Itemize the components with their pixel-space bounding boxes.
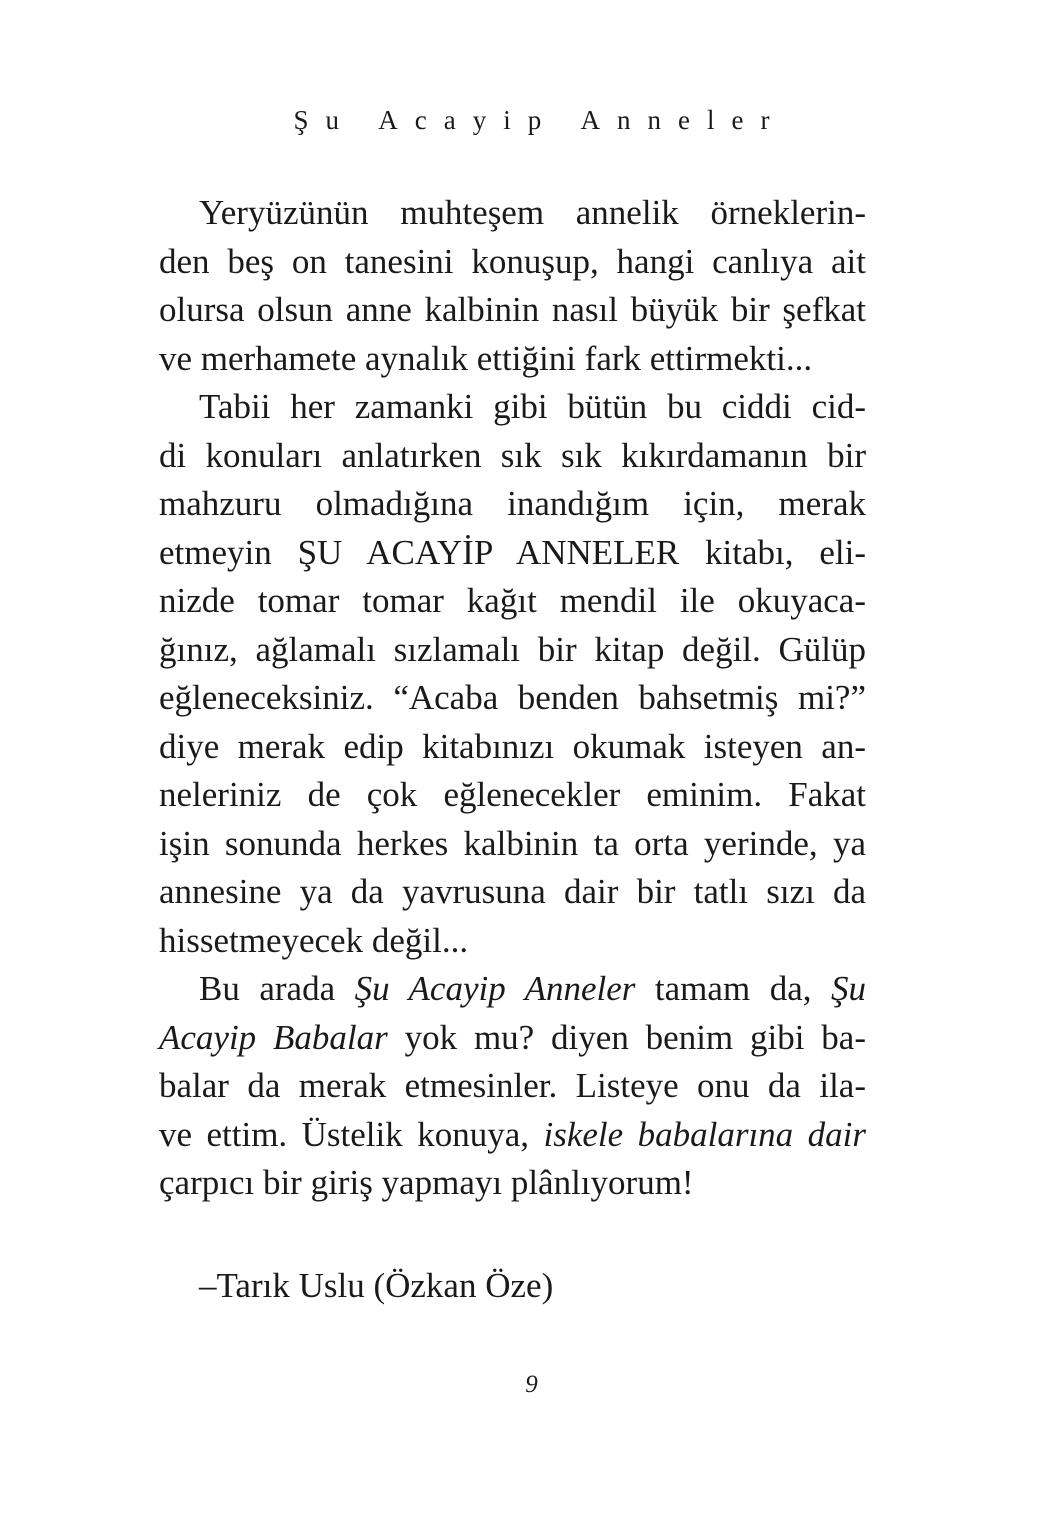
paragraph-2-line-5: nizde tomar tomar kağıt mendil ile okuyaca- [159,581,866,620]
paragraph-3-line-2 [159,1014,866,1063]
book-title-italic: Şu Acayip Anneler [354,969,636,1008]
author-signature: –Tarık Uslu (Özkan Öze) [199,1266,554,1305]
paragraph-3-line-3: balar da merak etmesinler. Listeye onu da ila- [159,1066,866,1105]
paragraph-2-line-4: etmeyin ŞU ACAYİP ANNELER kitabı, eli- [159,532,866,572]
book-title-italic: Şu [831,969,866,1008]
text-run: yok mu? diyen benim gibi ba- [387,1017,866,1057]
paragraph-3-line-5: çarpıcı bir giriş yapmayı plânlıyorum! [159,1163,694,1202]
paragraph-1-line-4: ve merhamete aynalık ettiğini fark ettirmekti... [159,338,813,378]
paragraph-2-line-8: diye merak edip kitabınızı okumak isteyen an- [159,726,866,766]
paragraph-2-line-10: işin sonunda herkes kalbinin ta orta yerinde, ya [159,823,866,863]
text-run: Bu arada [199,969,355,1008]
text-run: tamam da, [635,969,831,1008]
page-number: 9 [525,1371,538,1398]
running-head: Şu Acayip Anneler [293,105,787,135]
paragraph-1-line-3: olursa olsun anne kalbinin nasıl büyük bir şefkat [159,290,866,329]
body-text [159,189,866,1208]
book-title-italic: Acayip Babalar [159,1017,388,1057]
paragraph-1-line-2: den beş on tanesini konuşup, hangi canlıya ait [159,241,866,281]
emphasis-italic: iskele babalarına dair [543,1114,866,1154]
text-run: ve ettim. Üstelik konuya, [159,1114,544,1154]
paragraph-2-line-6: ğınız, ağlamalı sızlamalı bir kitap değil. Gülüp [159,629,866,669]
paragraph-2-line-7: eğleneceksiniz. “Acaba benden bahsetmiş mi?” [159,678,866,717]
paragraph-2-line-12: hissetmeyecek değil... [159,920,469,960]
paragraph-2-line-9: neleriniz de çok eğlenecekler eminim. Fakat [159,775,866,814]
paragraph-2-line-3: mahzuru olmadığına inandığım için, merak [159,484,866,523]
paragraph-2-line-2: di konuları anlatırken sık sık kıkırdamanın bir [159,435,866,475]
paragraph-2-line-11: annesine ya da yavrusuna dair bir tatlı sızı da [159,872,866,911]
paragraph-2-line-1: Tabii her zamanki gibi bütün bu ciddi cid- [199,387,866,426]
paragraph-3-line-1 [159,965,866,1014]
paragraph-3-line-4 [159,1111,866,1160]
paragraph-1-line-1: Yeryüzünün muhteşem annelik örneklerin- [199,193,866,232]
